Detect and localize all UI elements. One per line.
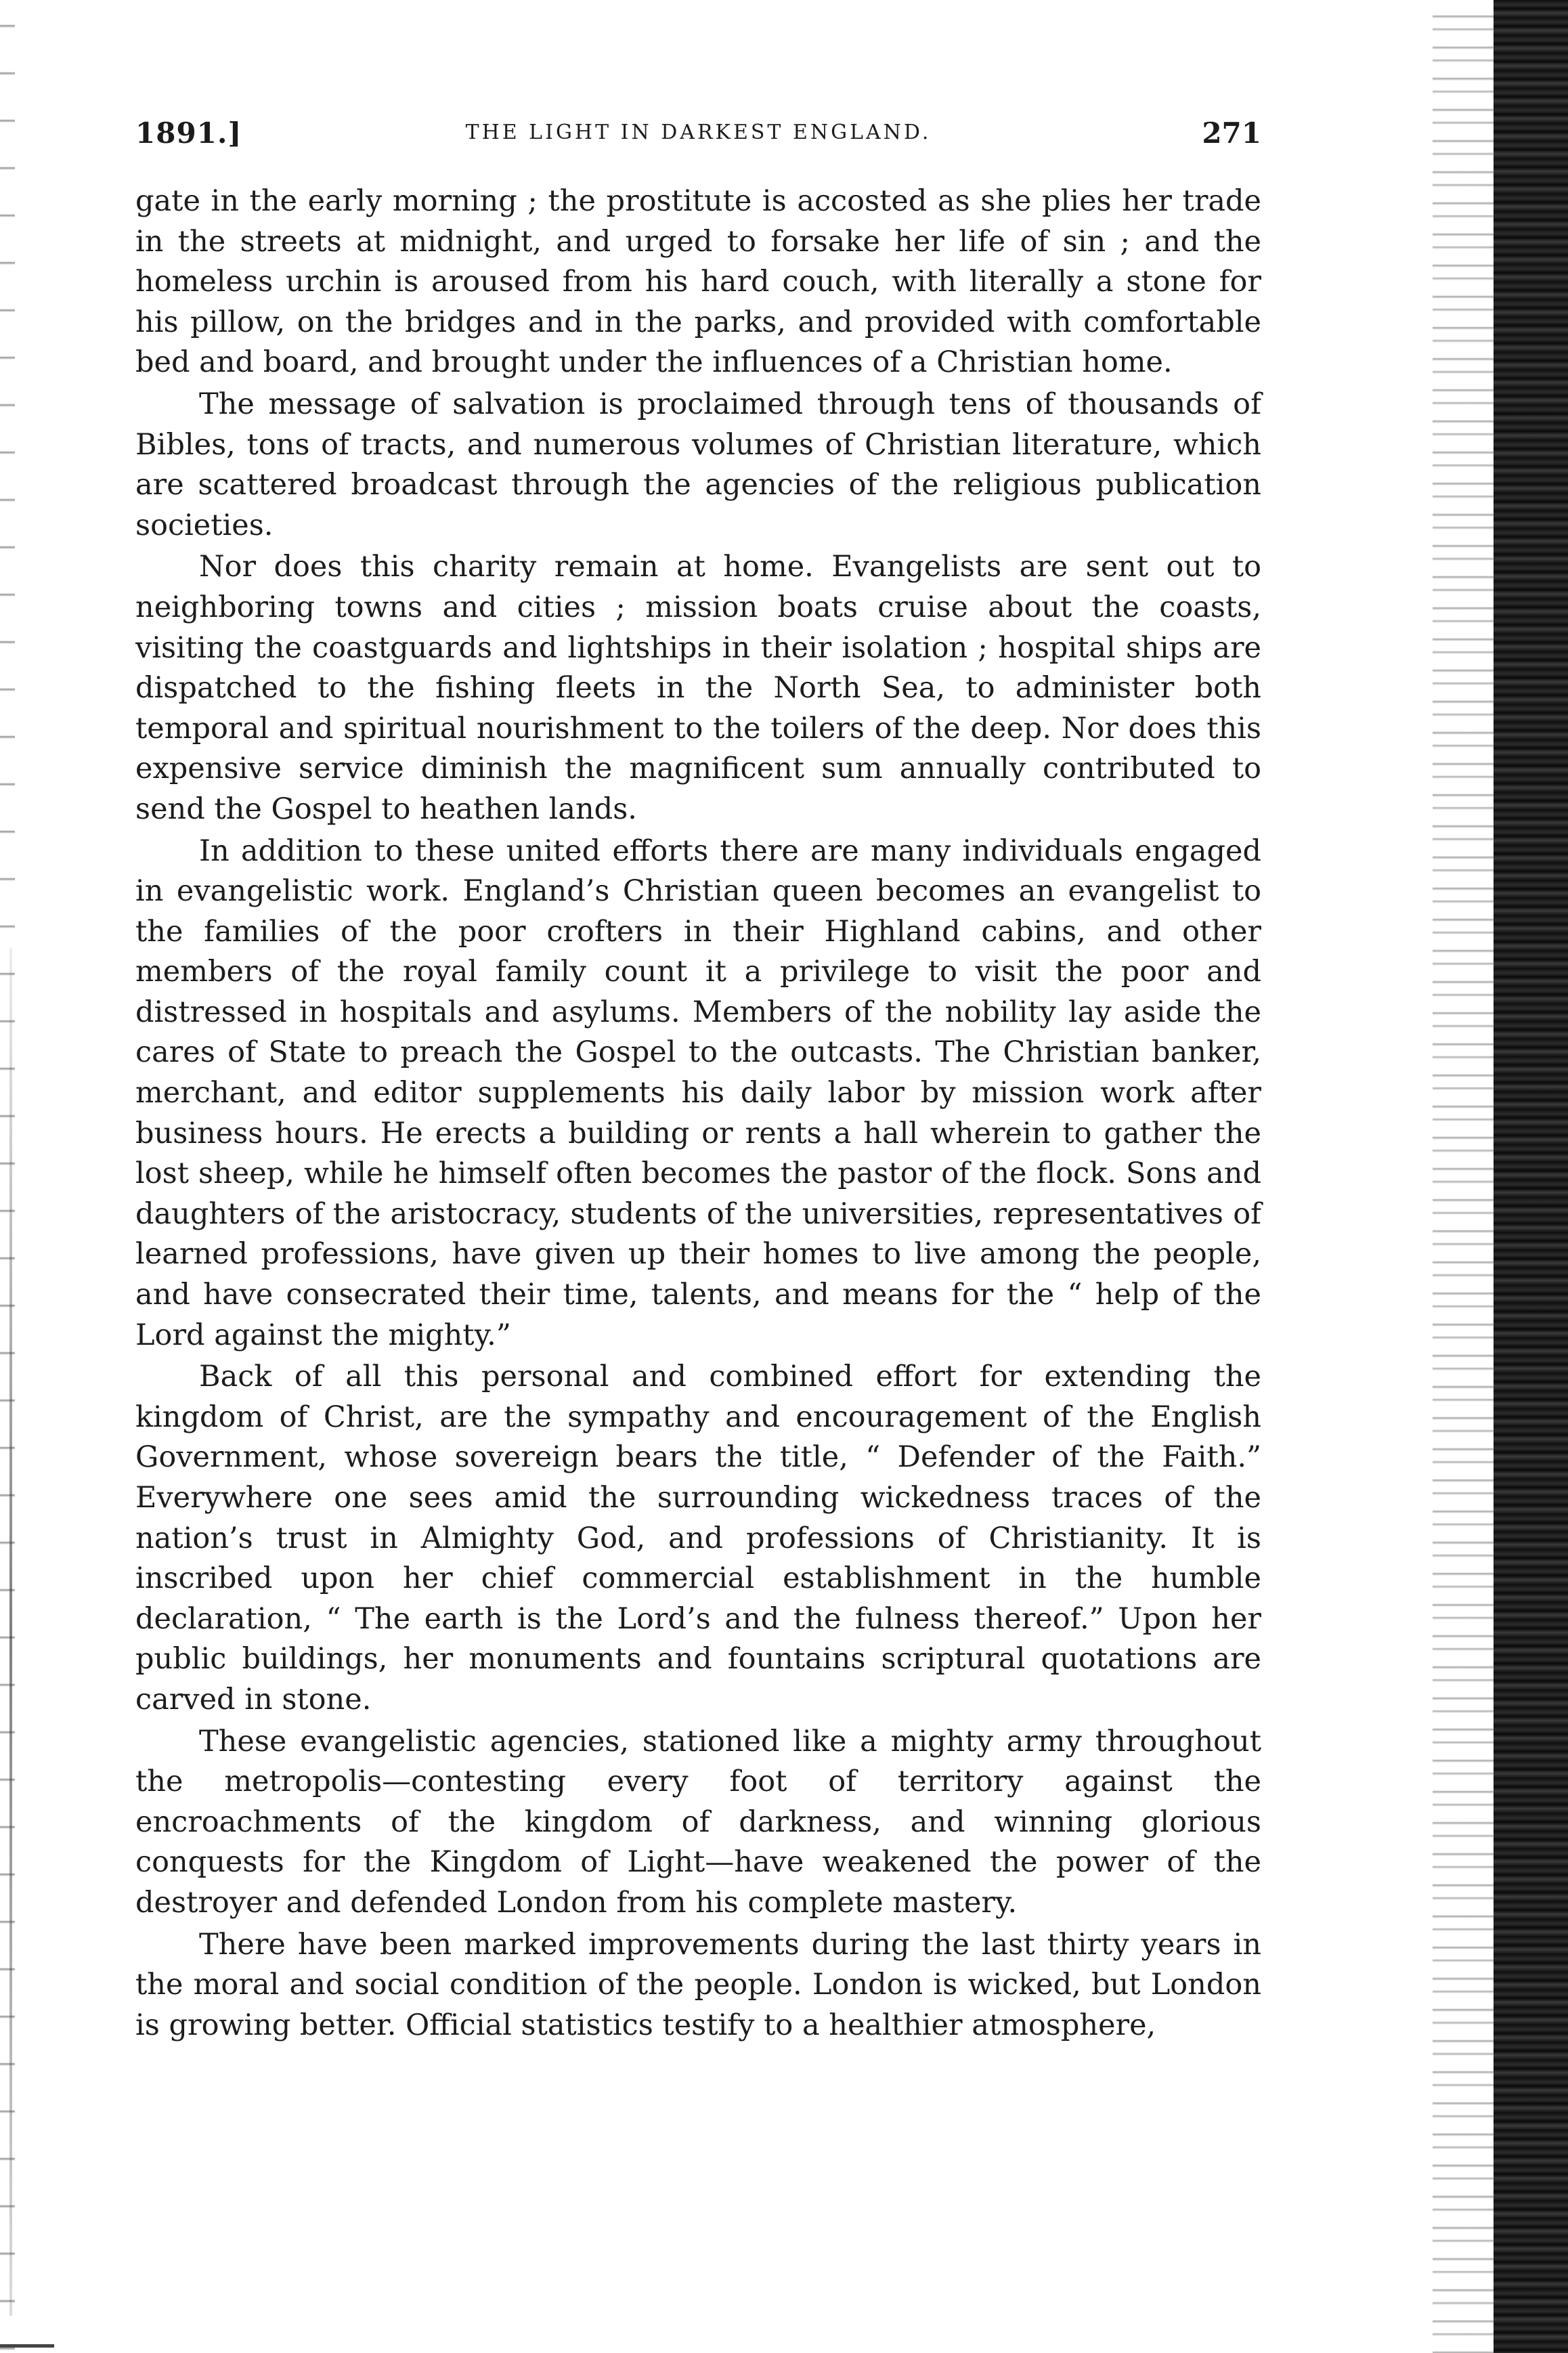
running-head: [135, 116, 1261, 157]
scan-binding-speckle: [1433, 0, 1494, 2353]
page-number: 271: [1202, 116, 1261, 150]
paragraph-3: Nor does this charity remain at home. Evangelists are sent out to neighboring towns and cities ; mission boats cruise about the coasts, visiting the coastguards and lightships in their isolation ; hospital ships are dispatched to the fishing fleets in the North Sea, to administer both temporal and spiritual nourishment to the toilers of the deep. Nor does this expensive service diminish the magnificent sum annually contributed to send the Gospel to heathen lands.: [135, 550, 1261, 826]
paragraph-7: There have been marked improvements during the last thirty years in the moral and social condition of the people. London is wicked, but London is growing better. Official statistics testify to a healthier atmosphere,: [135, 1927, 1261, 2042]
paragraph-1: gate in the early morning ; the prostitute is accosted as she plies her trade in the streets at midnight, and urged to forsake her life of sin ; and the homeless urchin is aroused from his hard couch, with literally a stone for his pillow, on the bridges and in the parks, and provided with comfortable bed and board, and brought under the influences of a Christian home.: [135, 184, 1261, 380]
scan-binding-edge: [1494, 0, 1568, 2353]
paragraph-6: These evangelistic agencies, stationed like a mighty army throughout the metropolis—contesting every foot of territory against the encroachments of the kingdom of darkness, and winning glorious conquests for the Kingdom of Light—have weakened the power of the destroyer and defended London from his complete mastery.: [135, 1724, 1261, 1920]
header-title: THE LIGHT IN DARKEST ENGLAND.: [465, 121, 932, 144]
body-text: [135, 181, 1261, 2046]
scan-bottom-mark: [0, 2344, 54, 2348]
paragraph-4: In addition to these united efforts there are many individuals engaged in evangelistic work. England’s Christian queen becomes an evangelist to the families of the poor crofters in their Highland cabins, and other members of the royal family count it a privilege to visit the poor and distressed in hospitals and asylums. Members of the nobility lay aside the cares of State to preach the Gospel to the outcasts. The Christian banker, merchant, and editor supplements his daily labor by mission work after business hours. He erects a building or rents a hall wherein to gather the lost sheep, while he himself often becomes the pastor of the flock. Sons and daughters of the aristocracy, students of the universities, representatives of learned professions, have given up their homes to live among the people, and have consecrated their time, talents, and means for the “ help of the Lord against the mighty.”: [135, 834, 1261, 1352]
paragraph-5: Back of all this personal and combined effort for extending the kingdom of Christ, are the sympathy and encouragement of the English Government, whose sovereign bears the title, “ Defender of the Faith.” Everywhere one sees amid the surrounding wickedness traces of the nation’s trust in Almighty God, and professions of Christianity. It is inscribed upon her chief commercial establishment in the humble declaration, “ The earth is the Lord’s and the fulness thereof.” Upon her public buildings, her monuments and fountains scriptural quotations are carved in stone.: [135, 1360, 1261, 1717]
scan-left-rule: [9, 948, 12, 2316]
paragraph-2: The message of salvation is proclaimed through tens of thousands of Bibles, tons of tracts, and numerous volumes of Christian literature, which are scattered broadcast through the agencies of the religious publication societies.: [135, 387, 1261, 542]
scan-left-edge: [0, 0, 15, 2353]
header-year: 1891.]: [135, 116, 242, 150]
